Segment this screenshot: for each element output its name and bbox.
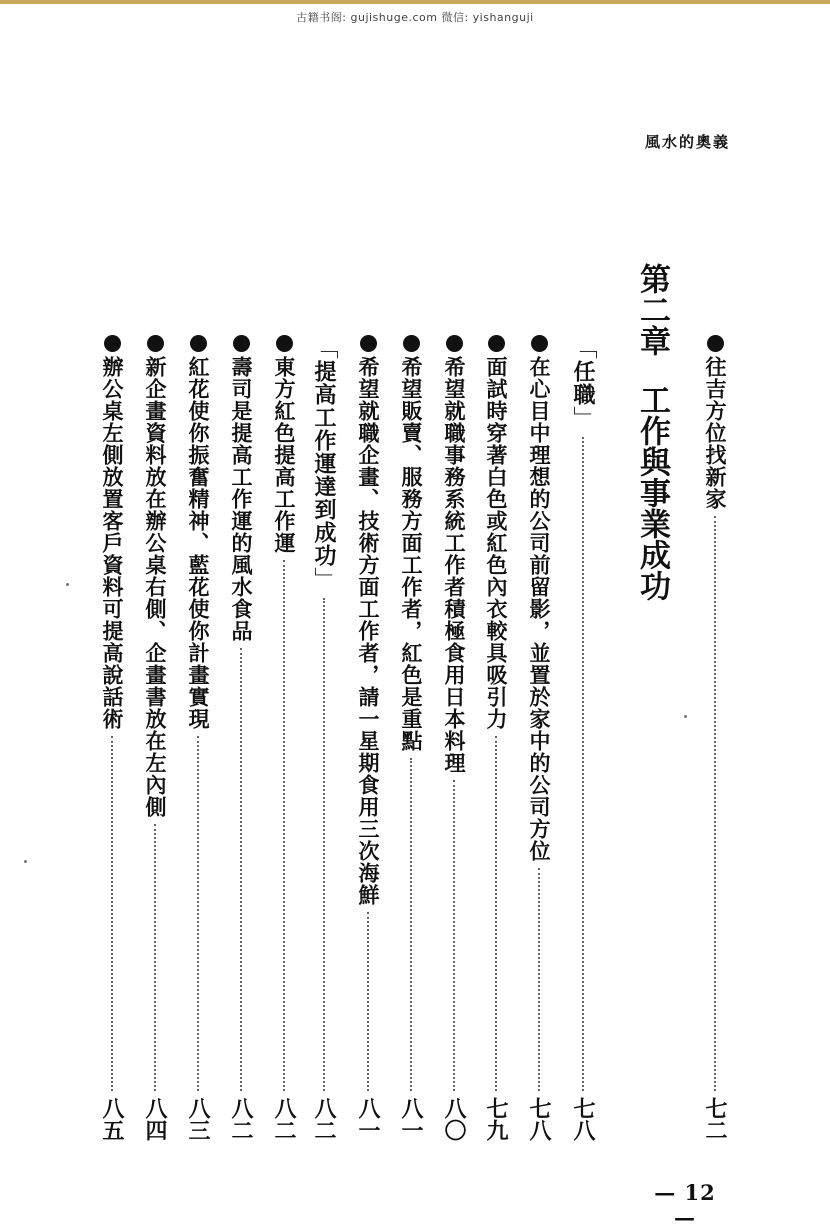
toc-section[interactable]	[309, 335, 339, 1141]
toc-entry-title: 往吉方位找新家	[703, 356, 727, 510]
toc-entry-title: 紅花使你振奮精神、藍花使你計畫實現	[186, 356, 210, 730]
toc-entry-page: 八二	[271, 1097, 297, 1141]
bullet-icon	[360, 335, 377, 352]
toc-entry-page: 八五	[99, 1097, 125, 1141]
toc-entry[interactable]	[97, 335, 127, 1141]
dot-leader	[367, 912, 369, 1091]
bullet-icon	[104, 335, 121, 352]
dot-leader	[154, 824, 156, 1091]
toc-entry-page: 七八	[570, 1097, 596, 1141]
bracket-open-icon: 「	[310, 335, 338, 360]
toc-entry-title: 希望販賣、服務方面工作者，紅色是重點	[399, 356, 423, 752]
scan-speck	[24, 860, 27, 863]
dot-leader	[538, 868, 540, 1091]
toc-entry-page: 八一	[355, 1097, 381, 1141]
toc-section[interactable]	[568, 335, 598, 1141]
running-head: 風水的奧義	[644, 133, 730, 151]
bullet-icon	[446, 335, 463, 352]
toc-entry-page: 八三	[185, 1097, 211, 1141]
toc-entry[interactable]	[226, 335, 256, 1141]
dot-leader	[323, 598, 325, 1091]
dot-leader	[283, 560, 285, 1091]
toc-entry-title: 辦公桌左側放置客戶資料可提高說話術	[100, 356, 124, 730]
toc-entry-page: 八二	[311, 1097, 337, 1141]
toc-entry[interactable]	[481, 335, 511, 1141]
bracket-close-icon: 」	[569, 406, 597, 431]
bullet-icon	[190, 335, 207, 352]
toc-entry-page: 七八	[526, 1097, 552, 1141]
toc-entry-page: 八四	[142, 1097, 168, 1141]
toc-entry[interactable]	[183, 335, 213, 1141]
chapter-heading	[632, 263, 672, 601]
toc-entry-page: 八〇	[441, 1097, 467, 1141]
toc-entry-title: 壽司是提高工作運的風水食品	[229, 356, 253, 642]
toc-entry[interactable]	[269, 335, 299, 1141]
toc-entry[interactable]	[396, 335, 426, 1141]
toc-entry[interactable]	[700, 335, 730, 1141]
toc-section-title: 任職	[570, 360, 596, 406]
dot-leader	[197, 736, 199, 1091]
bullet-icon	[531, 335, 548, 352]
bullet-icon	[488, 335, 505, 352]
dot-leader	[495, 736, 497, 1091]
toc-entry-title: 希望就職事務系統工作者積極食用日本料理	[442, 356, 466, 774]
dot-leader	[410, 758, 412, 1091]
bullet-icon	[707, 335, 724, 352]
toc-entry[interactable]	[439, 335, 469, 1141]
toc-entry-page: 八一	[398, 1097, 424, 1141]
bullet-icon	[233, 335, 250, 352]
toc-entry-page: 八二	[228, 1097, 254, 1141]
chapter-title: 工作與事業成功	[634, 384, 670, 601]
dot-leader	[240, 648, 242, 1091]
toc-entry[interactable]	[140, 335, 170, 1141]
toc-entry-title: 在心目中理想的公司前留影，並置於家中的公司方位	[527, 356, 551, 862]
bullet-icon	[276, 335, 293, 352]
toc-entry-title: 希望就職企畫、技術方面工作者，請一星期食用三次海鮮	[356, 356, 380, 906]
bracket-open-icon: 「	[569, 335, 597, 360]
bullet-icon	[147, 335, 164, 352]
dot-leader	[111, 736, 113, 1091]
page-number: — 12 —	[654, 1180, 716, 1230]
dot-leader	[714, 516, 716, 1091]
toc-entry-page: 七九	[483, 1097, 509, 1141]
scan-speck	[684, 715, 687, 718]
toc-entry-title: 面試時穿著白色或紅色內衣較具吸引力	[484, 356, 508, 730]
toc-entry-title: 新企畫資料放在辦公桌右側、企畫書放在左內側	[143, 356, 167, 818]
bracket-close-icon: 」	[310, 567, 338, 592]
toc-entry[interactable]	[524, 335, 554, 1141]
toc-entry-title: 東方紅色提高工作運	[272, 356, 296, 554]
watermark: 古籍书阁: gujishuge.com 微信: yishanguji	[296, 11, 534, 24]
dot-leader	[453, 780, 455, 1091]
bullet-icon	[403, 335, 420, 352]
chapter-number: 第二章	[634, 263, 670, 356]
toc-entry-page: 七二	[702, 1097, 728, 1141]
scan-speck	[66, 583, 69, 586]
toc-entry[interactable]	[353, 335, 383, 1141]
top-border	[0, 0, 830, 4]
dot-leader	[582, 437, 584, 1091]
toc-section-title: 提高工作運達到成功	[311, 360, 337, 567]
